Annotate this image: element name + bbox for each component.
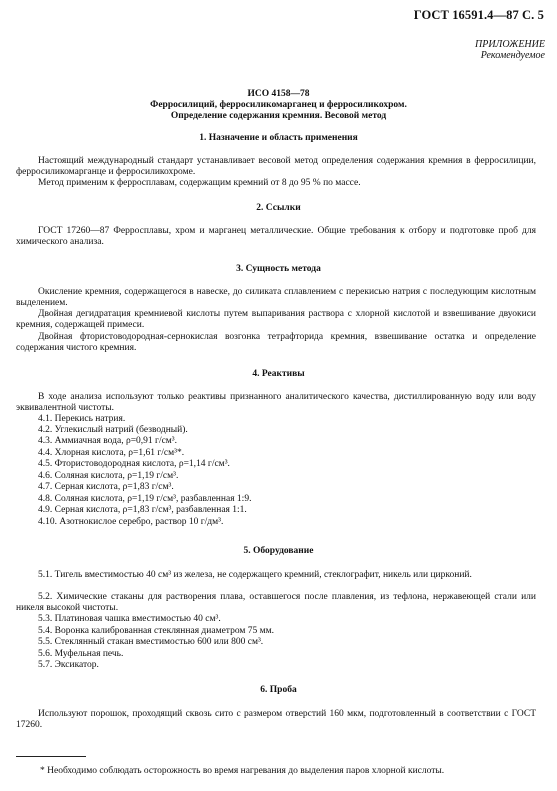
reagent-item: 4.4. Хлорная кислота, ρ=1,61 г/см³*. <box>38 448 185 458</box>
footnote-divider <box>16 756 86 757</box>
reagent-item: 4.2. Углекислый натрий (безводный). <box>38 425 188 435</box>
section-4-paragraph-1: В ходе анализа используют только реактивы признанного аналитического качества, дистиллированную воду или воду эквивалентной чистоты. <box>16 392 536 413</box>
section-1-heading: 1. Назначение и область применения <box>199 133 358 143</box>
section-1-paragraph-2: Метод применим к ферросплавам, содержащим кремний от 8 до 95 % по массе. <box>38 178 361 188</box>
document-title-line1: Ферросилиций, ферросиликомарганец и ферросиликохром. <box>150 100 407 110</box>
appendix-note: Рекомендуемое <box>480 50 545 61</box>
reagent-item: 4.8. Соляная кислота, ρ=1,19 г/см³, разбавленная 1:9. <box>38 494 252 504</box>
section-6-paragraph-1: Используют порошок, проходящий сквозь сито с размером отверстий 160 мкм, подготовленный в соответствии с ГОСТ 17260. <box>16 709 536 730</box>
reagent-item: 4.7. Серная кислота, ρ=1,83 г/см³. <box>38 482 174 492</box>
section-3-paragraph-3: Двойная фтористоводородная-сернокислая возгонка тетрафторида кремния, взвешивание остатка и определение содержания чистого кремния. <box>16 332 536 353</box>
section-3-heading: 3. Сущность метода <box>236 264 321 274</box>
reagent-item: 4.5. Фтористоводородная кислота, ρ=1,14 г/см³. <box>38 459 230 469</box>
equipment-item: 5.5. Стеклянный стакан вместимостью 600 или 800 см³. <box>38 637 264 647</box>
section-5-paragraph-2: 5.2. Химические стаканы для растворения плава, оставшегося после плавления, из тефлона, нержавеющей стали или никеля высокой чистоты. <box>16 592 536 613</box>
section-5-heading: 5. Оборудование <box>243 546 314 556</box>
reagent-item: 4.6. Соляная кислота, ρ=1,19 г/см³. <box>38 471 179 481</box>
appendix-title: ПРИЛОЖЕНИЕ <box>475 39 545 50</box>
equipment-item: 5.4. Воронка калиброванная стеклянная диаметром 75 мм. <box>38 626 275 636</box>
equipment-item: 5.7. Эксикатор. <box>38 660 99 670</box>
section-2-heading: 2. Ссылки <box>256 203 301 213</box>
section-3-paragraph-1: Окисление кремния, содержащегося в навеске, до силиката сплавлением с перекисью натрия с последующим кислотным выделением. <box>16 287 536 308</box>
section-2-paragraph-1: ГОСТ 17260—87 Ферросплавы, хром и марганец металлические. Общие требования к отбору и подготовке проб для химического анализа. <box>16 226 536 247</box>
section-3-paragraph-2: Двойная дегидратация кремниевой кислоты путем выпаривания раствора с хлорной кислотой и взвешивание двуокиси кремния, содержащей примеси. <box>16 309 536 330</box>
reagent-item: 4.10. Азотнокислое серебро, раствор 10 г/дм³. <box>38 517 224 527</box>
section-4-heading: 4. Реактивы <box>252 369 305 379</box>
reagent-item: 4.1. Перекись натрия. <box>38 414 126 424</box>
section-1-paragraph-1: Настоящий международный стандарт устанавливает весовой метод определения содержания кремния в ферросилиции, ферросиликомарганце и ферросиликохроме. <box>16 156 536 177</box>
appendix-label <box>475 39 545 61</box>
section-5-paragraph-1: 5.1. Тигель вместимостью 40 см³ из железа, не содержащего кремний, стеклографит, никель или цирконий. <box>38 570 472 580</box>
equipment-item: 5.6. Муфельная печь. <box>38 649 124 659</box>
equipment-item: 5.3. Платиновая чашка вместимостью 40 см³. <box>38 614 221 624</box>
reagent-item: 4.9. Серная кислота, ρ=1,83 г/см³, разбавленная 1:1. <box>38 505 247 515</box>
footnote: * Необходимо соблюдать осторожность во время нагревания до выделения паров хлорной кислоты. <box>40 766 445 776</box>
document-title-line2: Определение содержания кремния. Весовой метод <box>170 111 387 121</box>
reagent-item: 4.3. Аммиачная вода, ρ=0,91 г/см³. <box>38 436 178 446</box>
standard-number: ИСО 4158—78 <box>247 89 310 99</box>
section-6-heading: 6. Проба <box>260 685 297 695</box>
page-header: ГОСТ 16591.4—87 С. 5 <box>413 8 544 22</box>
